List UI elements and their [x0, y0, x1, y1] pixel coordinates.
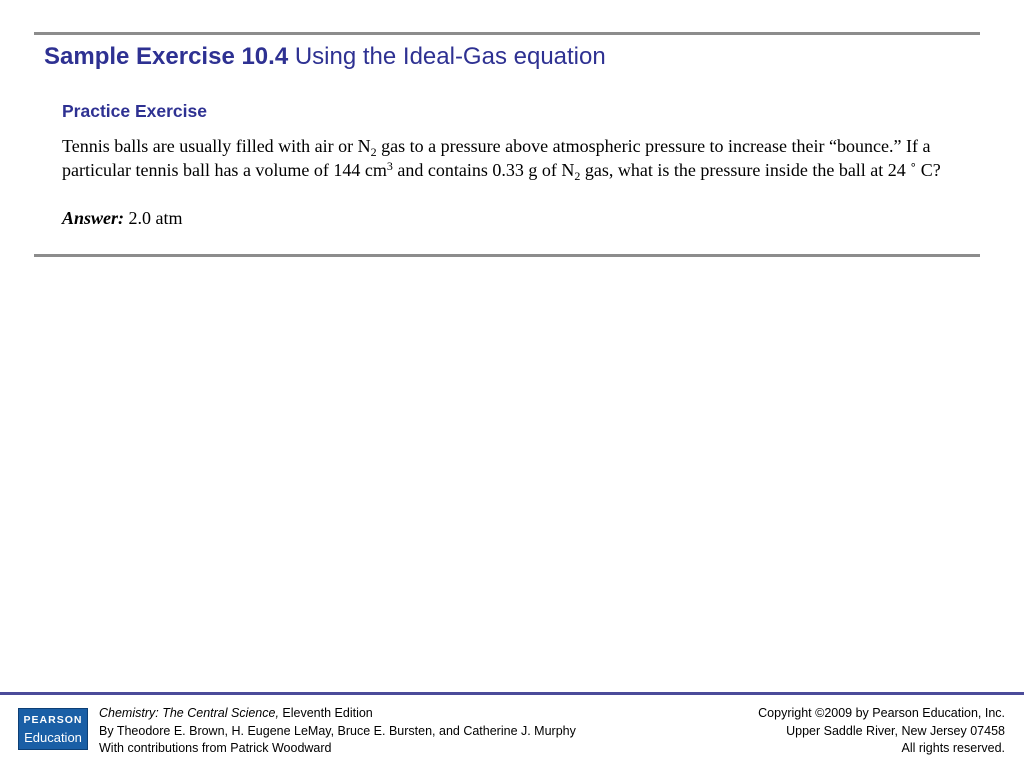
- title-exercise-number: Sample Exercise 10.4: [44, 43, 289, 70]
- question-part-4: gas, what is the pressure inside the ball at 24 ˚ C?: [580, 160, 941, 180]
- rights-line: All rights reserved.: [901, 741, 1005, 755]
- address-line: Upper Saddle River, New Jersey 07458: [786, 723, 1005, 738]
- footer-credits: [99, 705, 576, 758]
- question-part-1: Tennis balls are usually filled with air or N: [62, 136, 371, 156]
- title-topic: Using the Ideal-Gas equation: [288, 43, 606, 70]
- footer-copyright: [758, 705, 1005, 758]
- subscript-n2-first: 2: [370, 145, 377, 159]
- contributions-line: With contributions from Patrick Woodward: [99, 741, 332, 755]
- logo-education-text: Education: [24, 730, 82, 745]
- bottom-divider: [34, 254, 980, 257]
- book-line: [99, 705, 576, 723]
- subscript-n2-second: 2: [574, 169, 581, 183]
- footer-divider: [0, 692, 1024, 695]
- pearson-logo: [18, 708, 88, 750]
- answer-label: Answer:: [62, 208, 125, 228]
- exercise-question: [62, 134, 962, 182]
- logo-pearson-text: PEARSON: [23, 714, 83, 726]
- top-divider: [34, 32, 980, 35]
- superscript-cm3: 3: [386, 159, 393, 173]
- authors-line: By Theodore E. Brown, H. Eugene LeMay, Bruce E. Bursten, and Catherine J. Murphy: [99, 723, 576, 738]
- practice-exercise-heading: Practice Exercise: [62, 101, 207, 121]
- book-title: Chemistry: The Central Science,: [99, 706, 279, 720]
- copyright-line: Copyright ©2009 by Pearson Education, Inc.: [758, 706, 1005, 720]
- book-edition: Eleventh Edition: [278, 706, 373, 720]
- answer-value: 2.0 atm: [124, 208, 183, 228]
- slide-title: [44, 42, 606, 72]
- question-part-3: and contains 0.33 g of N: [392, 160, 575, 180]
- question-part-2: gas to a pressure above atmospheric pressure to increase their “bounce.” If a particular tennis ball has a volume of 144 cm: [62, 136, 931, 180]
- answer-line: [62, 206, 183, 230]
